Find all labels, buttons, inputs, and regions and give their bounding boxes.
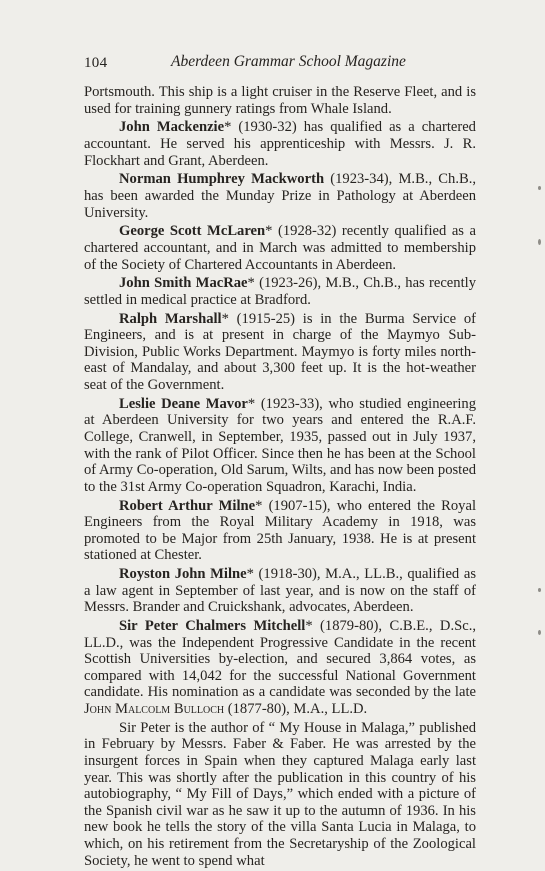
scan-speck <box>538 239 541 245</box>
article-body <box>84 84 476 871</box>
paragraph-mavor: Leslie Deane Mavor* (1923-33), who studied engineering at Aberdeen University for two years and entered the R.A.F. College, Cranwell, in September, 1935, passed out in July 1937, with the rank of Pilot Officer. Since then he has been at the School of Army Co-operation, Old Sarum, Wilts, and has now been posted to the 31st Army Co-operation Squadron, Karachi, India. <box>84 395 476 495</box>
paragraph-royston-milne: Royston John Milne* (1918-30), M.A., LL.B., qualified as a law agent in September of last year, and is now on the staff of Messrs. Brander and Cruickshank, advocates, Aberdeen. <box>84 566 477 616</box>
scan-speck <box>538 630 541 635</box>
paragraph-mackenzie: John Mackenzie* (1930-32) has qualified as a chartered accountant. He served his apprenticeship with Messrs. J. R. Flockhart and Grant, Aberdeen. <box>84 119 476 169</box>
paragraph-mackworth: Norman Humphrey Mackworth (1923-34), M.B., Ch.B., has been awarded the Munday Prize in Pathology at Aberdeen University. <box>84 171 476 221</box>
scan-speck <box>538 588 541 592</box>
paragraph-robert-milne: Robert Arthur Milne* (1907-15), who entered the Royal Engineers from the Royal Military Academy in 1918, was promoted to be Major from 25th January, 1938. He is at present stationed at Chester. <box>84 497 477 564</box>
running-head-title: Aberdeen Grammar School Magazine <box>171 53 406 70</box>
person-name: Royston John Milne <box>119 566 247 583</box>
person-name-small-caps: John Malcolm Bulloch <box>84 701 225 718</box>
person-name: Leslie Deane Mavor <box>119 395 248 412</box>
person-name: George Scott McLaren <box>119 223 266 240</box>
page-number: 104 <box>84 55 108 71</box>
person-name: Norman Humphrey Mackworth <box>119 171 325 188</box>
person-name: John Smith MacRae <box>119 275 248 292</box>
person-name: Robert Arthur Milne <box>119 497 256 514</box>
person-name: Ralph Marshall <box>119 310 222 327</box>
paragraph-mitchell: Sir Peter Chalmers Mitchell* (1879-80), C.B.E., D.Sc., LL.D., was the Independent Progressive Candidate in the recent Scottish Universities by-election, and secured 3,864 votes, as compared with 14,042 for the successful National Government candidate. His nomination as a candidate was seconded by the late John Malcolm Bulloch (1877-80), M.A., LL.D. <box>84 618 476 718</box>
paragraph-marshall: Ralph Marshall* (1915-25) is in the Burma Service of Engineers, and is at present in charge of the Maymyo Sub-Division, Public Works Department. Maymyo is forty miles north-east of Mandalay, and about 3,300 feet up. It is the hot-weather seat of the Government. <box>84 310 477 394</box>
paragraph-macrae: John Smith MacRae* (1923-26), M.B., Ch.B., has recently settled in medical practice at Bradford. <box>84 275 476 308</box>
paragraph-mclaren: George Scott McLaren* (1928-32) recently qualified as a chartered accountant, and in March was admitted to membership of the Society of Chartered Accountants in Aberdeen. <box>84 223 476 273</box>
person-name: John Mackenzie <box>119 119 225 136</box>
paragraph-mitchell-book: Sir Peter is the author of “ My House in Malaga,” published in February by Messrs. Faber & Faber. He was arrested by the insurgent forces in Spain when they captured Malaga early last year. This was shortly after the publication in this country of his autobiography, “ My Fill of Days,” which ended with a picture of the Spanish civil war as he saw it up to the autumn of 1936. In his new book he tells the story of the villa Santa Lucia in Malaga, to which, on his retirement from the Secretaryship of the Zoological Society, he went to spend what <box>84 719 476 869</box>
scan-speck <box>538 186 541 190</box>
paragraph-portsmouth: Portsmouth. This ship is a light cruiser in the Reserve Fleet, and is used for training gunnery ratings from Whale Island. <box>84 84 476 117</box>
person-name: Sir Peter Chalmers Mitchell <box>119 618 306 635</box>
